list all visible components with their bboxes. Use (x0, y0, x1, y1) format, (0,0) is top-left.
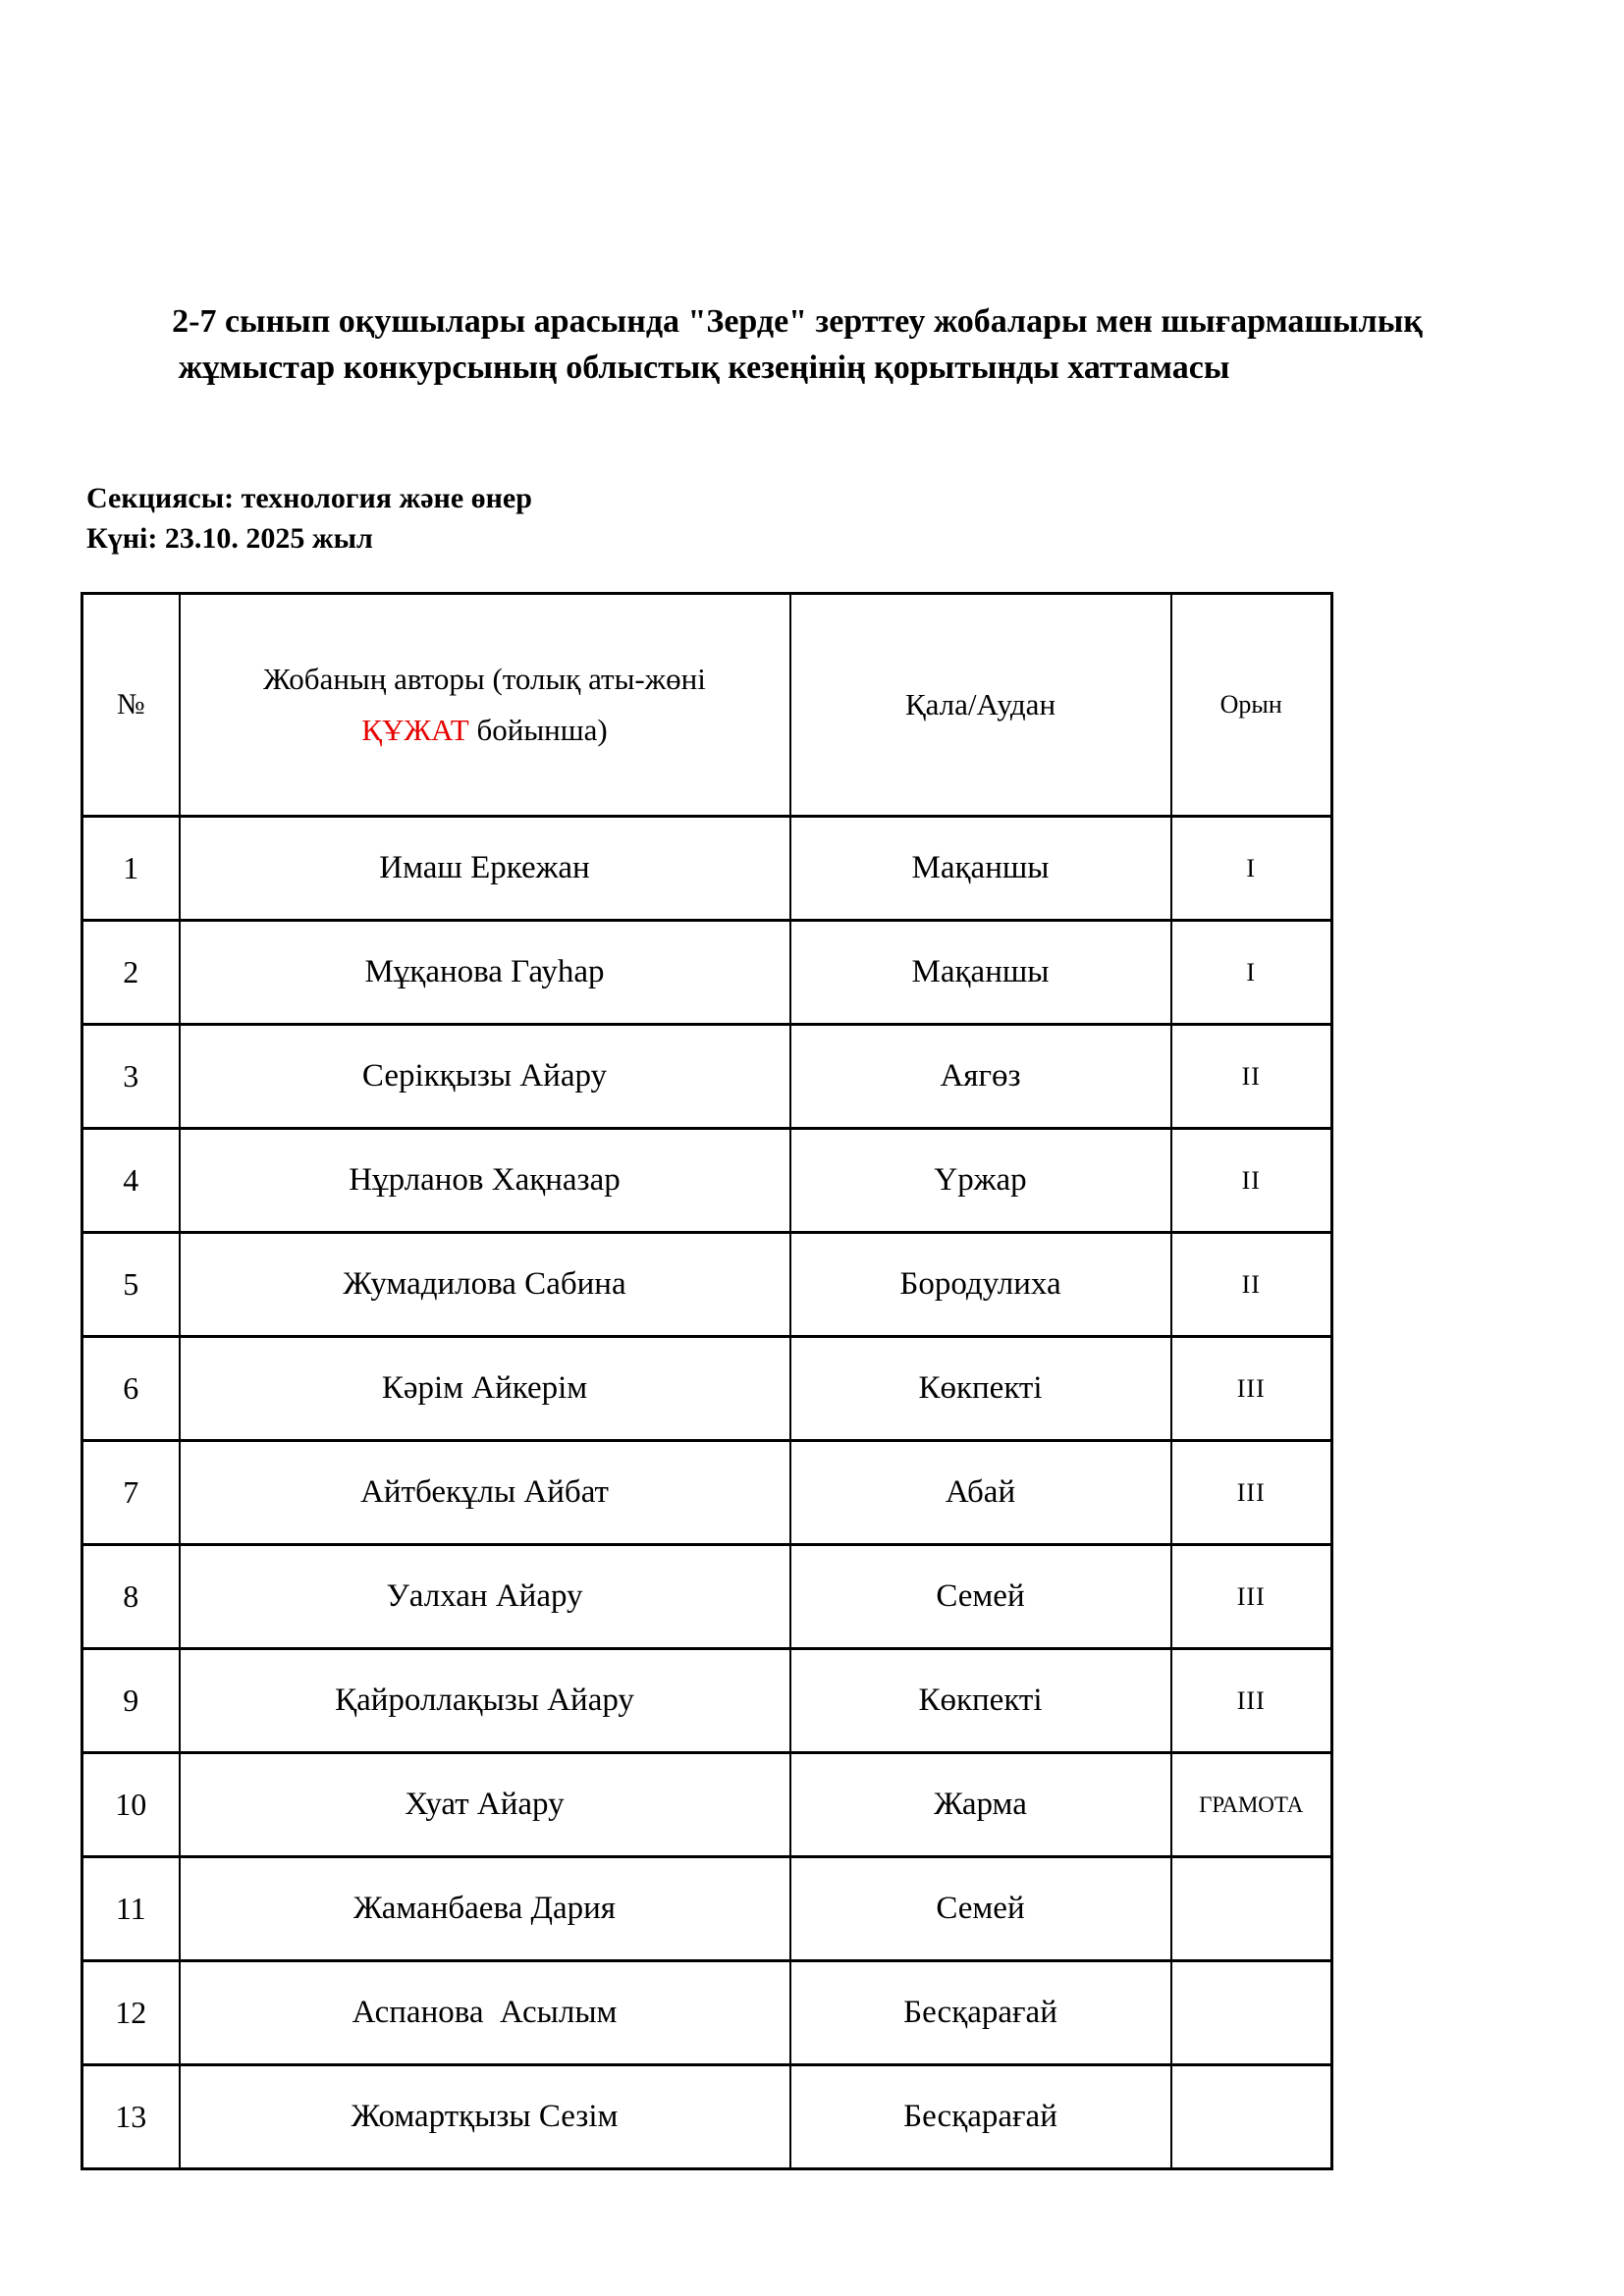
place-award: III (1171, 1545, 1332, 1649)
city-district: Мақаншы (790, 921, 1171, 1025)
author-name: Жомартқызы Сезім (180, 2065, 790, 2169)
author-name: Қайроллақызы Айару (180, 1649, 790, 1753)
author-name: Нұрланов Хақназар (180, 1129, 790, 1233)
row-number: 3 (82, 1025, 180, 1129)
row-number: 11 (82, 1857, 180, 1961)
row-number: 13 (82, 2065, 180, 2169)
place-award: III (1171, 1649, 1332, 1753)
meta-block (86, 478, 532, 559)
document-title-line1: 2-7 сынып оқушылары арасында "Зерде" зерттеу жобалары мен шығармашылық (172, 303, 1423, 340)
city-district: Үржар (790, 1129, 1171, 1233)
author-name: Уалхан Айару (180, 1545, 790, 1649)
table-row (82, 1961, 1332, 2065)
row-number: 5 (82, 1233, 180, 1337)
table-row (82, 1233, 1332, 1337)
author-name: Жаманбаева Дария (180, 1857, 790, 1961)
city-district: Бесқарағай (790, 2065, 1171, 2169)
row-number: 2 (82, 921, 180, 1025)
city-district: Абай (790, 1441, 1171, 1545)
city-district: Көкпекті (790, 1649, 1171, 1753)
author-name: Аспанова Асылым (180, 1961, 790, 2065)
date-label: Күні: 23.10. 2025 жыл (86, 522, 373, 555)
place-award: II (1171, 1233, 1332, 1337)
city-district: Семей (790, 1857, 1171, 1961)
table-row (82, 1337, 1332, 1441)
author-name: Айтбекұлы Айбат (180, 1441, 790, 1545)
table-row (82, 921, 1332, 1025)
header-author-line2-rest: бойынша) (476, 713, 608, 747)
document-title-line2: жұмыстар конкурсының облыстық кезеңінің қорытынды хаттамасы (178, 349, 1230, 386)
document-title (0, 298, 1624, 391)
place-award: III (1171, 1337, 1332, 1441)
author-name: Мұқанова Гауһар (180, 921, 790, 1025)
city-district: Аягөз (790, 1025, 1171, 1129)
row-number: 1 (82, 817, 180, 921)
place-award: ГРАМОТА (1171, 1753, 1332, 1857)
city-district: Бесқарағай (790, 1961, 1171, 2065)
table-header-row (82, 594, 1332, 817)
table-row (82, 1025, 1332, 1129)
table-row (82, 1649, 1332, 1753)
city-district: Семей (790, 1545, 1171, 1649)
table-row (82, 1441, 1332, 1545)
row-number: 12 (82, 1961, 180, 2065)
place-award: II (1171, 1025, 1332, 1129)
city-district: Жарма (790, 1753, 1171, 1857)
header-author-red-word: ҚҰЖАТ (361, 713, 469, 747)
place-award: I (1171, 921, 1332, 1025)
table-row (82, 817, 1332, 921)
table-row (82, 1129, 1332, 1233)
row-number: 6 (82, 1337, 180, 1441)
city-district: Көкпекті (790, 1337, 1171, 1441)
header-city-district: Қала/Аудан (790, 594, 1171, 817)
city-district: Мақаншы (790, 817, 1171, 921)
author-name: Имаш Еркежан (180, 817, 790, 921)
place-award (1171, 1961, 1332, 2065)
row-number: 4 (82, 1129, 180, 1233)
table-body (82, 817, 1332, 2169)
place-award (1171, 2065, 1332, 2169)
results-table (81, 592, 1333, 2170)
row-number: 7 (82, 1441, 180, 1545)
row-number: 10 (82, 1753, 180, 1857)
row-number: 9 (82, 1649, 180, 1753)
author-name: Кәрім Айкерім (180, 1337, 790, 1441)
place-award (1171, 1857, 1332, 1961)
place-award: II (1171, 1129, 1332, 1233)
author-name: Хуат Айару (180, 1753, 790, 1857)
section-label: Секциясы: технология және өнер (86, 482, 532, 514)
author-name: Серікқызы Айару (180, 1025, 790, 1129)
row-number: 8 (82, 1545, 180, 1649)
header-place: Орын (1171, 594, 1332, 817)
header-author-line1: Жобаның авторы (толық аты-жөні (263, 662, 706, 696)
header-author (180, 594, 790, 817)
table-row (82, 1545, 1332, 1649)
header-number: № (82, 594, 180, 817)
table-row (82, 1753, 1332, 1857)
table-row (82, 1857, 1332, 1961)
place-award: I (1171, 817, 1332, 921)
author-name: Жумадилова Сабина (180, 1233, 790, 1337)
city-district: Бородулиха (790, 1233, 1171, 1337)
table-row (82, 2065, 1332, 2169)
place-award: III (1171, 1441, 1332, 1545)
